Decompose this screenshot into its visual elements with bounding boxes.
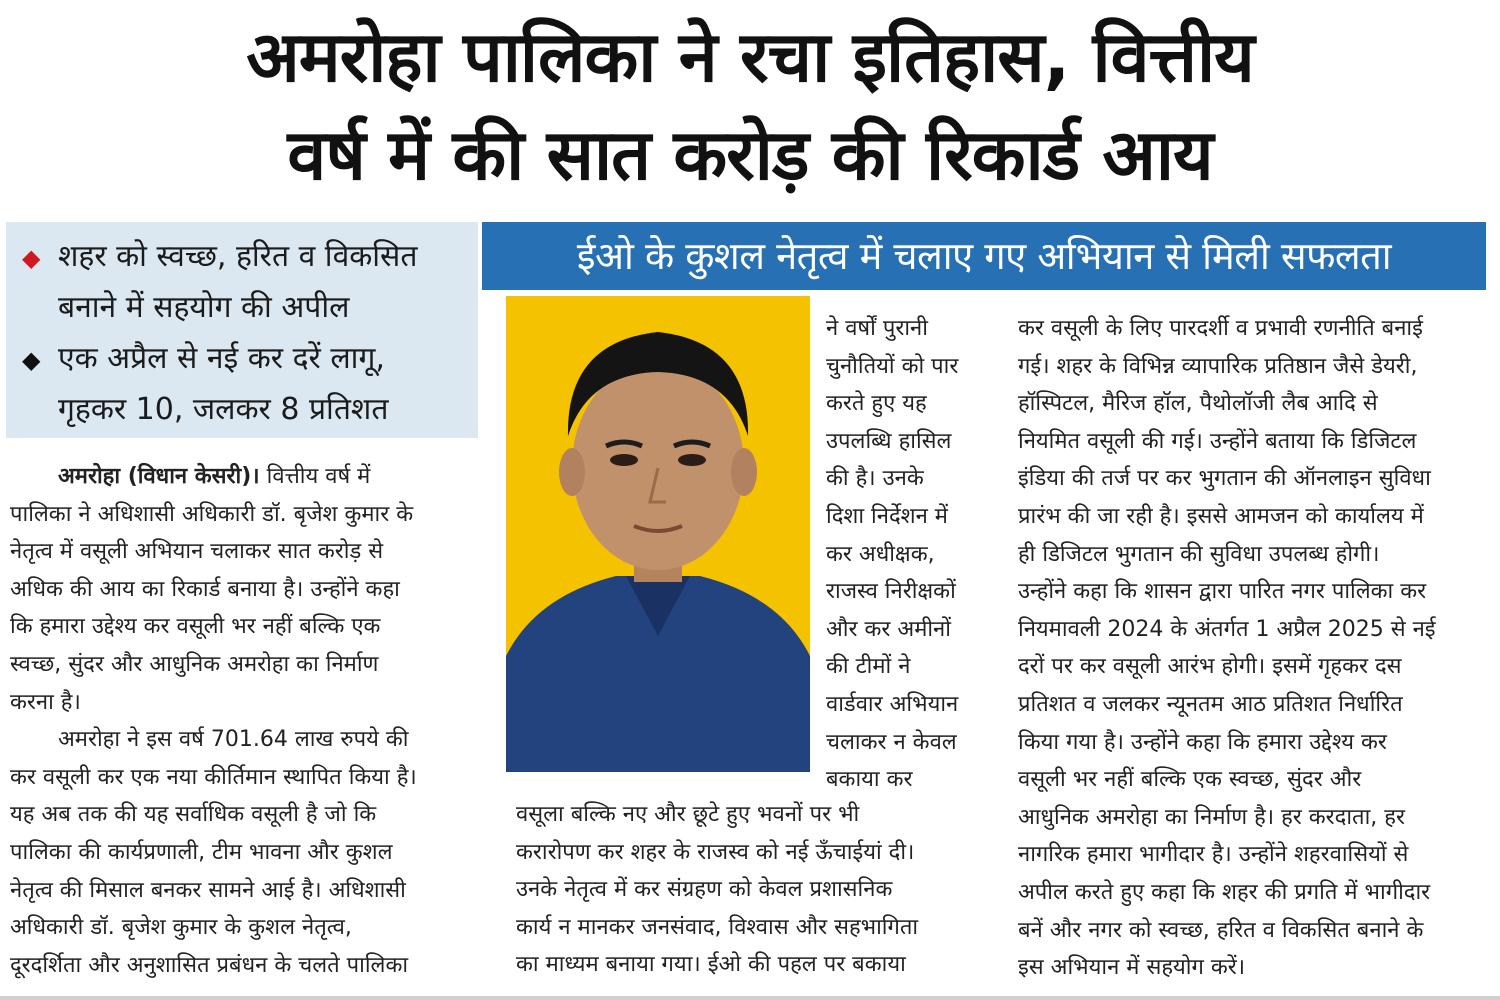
highlight-item xyxy=(22,334,388,435)
dateline: अमरोहा (विधान केसरी)। xyxy=(58,464,260,489)
subheadline-banner: ईओ के कुशल नेतृत्व में चलाए गए अभियान से मिली सफलता xyxy=(482,222,1486,290)
article-line: किया गया है। उन्होंने कहा कि हमारा उद्देश्य कर xyxy=(1018,729,1387,755)
article-line: दिशा निर्देशन में xyxy=(826,503,948,529)
article-line: उनके नेतृत्व में कर संग्रहण को केवल प्रशासनिक xyxy=(516,877,893,903)
black-diamond-bullet-icon: ◆ xyxy=(22,346,41,374)
article-line: गई। शहर के विभिन्न व्यापारिक प्रतिष्ठान जैसे डेयरी, xyxy=(1018,353,1418,379)
article-line: बनें और नगर को स्वच्छ, हरित व विकसित बनाने के xyxy=(1018,917,1424,943)
article-line: आधुनिक अमरोहा का निर्माण है। हर करदाता, हर xyxy=(1018,804,1405,830)
article-line: अमरोहा ने इस वर्ष 701.64 लाख रुपये की xyxy=(58,727,409,753)
article-line: चलाकर न केवल xyxy=(826,729,957,755)
highlight-line: बनाने में सहयोग की अपील xyxy=(58,290,350,325)
article-line: उन्होंने कहा कि शासन द्वारा पारित नगर पालिका कर xyxy=(1018,579,1427,605)
article-line: प्रतिशत व जलकर न्यूनतम आठ प्रतिशत निर्धारित xyxy=(1018,691,1403,717)
article-line: की टीमों ने xyxy=(826,654,911,680)
article-line: नियमित वसूली की गई। उन्होंने बताया कि डिजिटल xyxy=(1018,428,1417,454)
highlight-line: एक अप्रैल से नई कर दरें लागू, xyxy=(58,341,385,376)
article-line: अधिकारी डॉ. बृजेश कुमार के कुशल नेतृत्व, xyxy=(10,915,352,941)
article-line: स्वच्छ, सुंदर और आधुनिक अमरोहा का निर्माण xyxy=(10,651,379,677)
article-line: हॉस्पिटल, मैरिज हॉल, पैथोलॉजी लैब आदि से xyxy=(1018,391,1378,417)
article-line: दरों पर कर वसूली आरंभ होगी। इसमें गृहकर दस xyxy=(1018,654,1402,680)
portrait-illustration xyxy=(506,296,810,772)
article-column-3 xyxy=(1018,310,1436,987)
article-line: का माध्यम बनाया गया। ईओ की पहल पर बकाया xyxy=(516,952,906,978)
article-line: कर वसूली के लिए पारदर्शी व प्रभावी रणनीति बनाई xyxy=(1018,316,1423,341)
article-line: करना है। xyxy=(10,689,81,715)
article-column-2-wide xyxy=(516,796,918,984)
article-line: कि हमारा उद्देश्य कर वसूली भर नहीं बल्कि एक xyxy=(10,614,381,640)
article-text: वित्तीय वर्ष में xyxy=(266,464,371,489)
article-line: वसूला बल्कि नए और छूटे हुए भवनों पर भी xyxy=(516,802,860,827)
highlight-item xyxy=(22,232,417,333)
article-line: करारोपण कर शहर के राजस्व को नई ऊँचाईयां दी। xyxy=(516,839,915,865)
article-line: पालिका ने अधिशासी अधिकारी डॉ. बृजेश कुमार के xyxy=(10,501,414,527)
article-line: की है। उनके xyxy=(826,466,924,492)
article-line: अपील करते हुए कहा कि शहर की प्रगति में भागीदार xyxy=(1018,879,1431,905)
article-line: नेतृत्व की मिसाल बनकर सामने आई है। अधिशासी xyxy=(10,877,406,903)
article-line: प्रारंभ की जा रही है। इससे आमजन को कार्यालय में xyxy=(1018,503,1424,529)
article-line: चुनौतियों को पार xyxy=(826,353,959,379)
article-line: ने वर्षों पुरानी xyxy=(826,316,928,341)
article-column-1 xyxy=(10,458,417,984)
highlight-line: गृहकर 10, जलकर 8 प्रतिशत xyxy=(58,392,389,427)
article-line: दूरदर्शिता और अनुशासित प्रबंधन के चलते पालिका xyxy=(10,952,409,978)
headline-line-1: अमरोहा पालिका ने रचा इतिहास, वित्तीय xyxy=(246,16,1254,98)
article-line: नागरिक हमारा भागीदार है। उन्होंने शहरवासियों से xyxy=(1018,842,1409,868)
article-line: और कर अमीनों xyxy=(826,616,951,642)
article-line: इस अभियान में सहयोग करें। xyxy=(1018,955,1246,981)
article-line: वार्डवार अभियान xyxy=(826,691,959,717)
article-line: अधिक की आय का रिकार्ड बनाया है। उन्होंने कहा xyxy=(10,576,400,602)
red-diamond-bullet-icon: ◆ xyxy=(22,244,41,272)
headline xyxy=(0,8,1500,204)
article-column-2-narrow xyxy=(826,310,958,799)
article-line: करते हुए यह xyxy=(826,391,927,417)
article-line: कार्य न मानकर जनसंवाद, विश्वास और सहभागिता xyxy=(516,914,919,940)
article-line: उपलब्धि हासिल xyxy=(826,428,952,454)
article-line: राजस्व निरीक्षकों xyxy=(826,579,956,605)
bottom-divider xyxy=(0,996,1500,1000)
article-line: नेतृत्व में वसूली अभियान चलाकर सात करोड़ से xyxy=(10,539,384,565)
highlights-box xyxy=(6,222,478,438)
article-line: यह अब तक की यह सर्वाधिक वसूली है जो कि xyxy=(10,802,377,828)
article-line xyxy=(10,458,417,496)
article-line: कर वसूली कर एक नया कीर्तिमान स्थापित किया है। xyxy=(10,764,417,790)
article-line: कर अधीक्षक, xyxy=(826,541,935,567)
highlight-line: शहर को स्वच्छ, हरित व विकसित xyxy=(58,239,418,274)
article-line: इंडिया की तर्ज पर कर भुगतान की ऑनलाइन सुविधा xyxy=(1018,466,1431,492)
headline-line-2: वर्ष में की सात करोड़ की रिकार्ड आय xyxy=(287,114,1213,196)
article-line: पालिका की कार्यप्रणाली, टीम भावना और कुशल xyxy=(10,839,393,865)
article-line: ही डिजिटल भुगतान की सुविधा उपलब्ध होगी। xyxy=(1018,541,1380,567)
article-line: वसूली भर नहीं बल्कि एक स्वच्छ, सुंदर और xyxy=(1018,767,1362,793)
article-line: नियमावली 2024 के अंतर्गत 1 अप्रैल 2025 से नई xyxy=(1018,616,1436,642)
article-line: बकाया कर xyxy=(826,767,913,793)
portrait-photo xyxy=(506,296,810,772)
